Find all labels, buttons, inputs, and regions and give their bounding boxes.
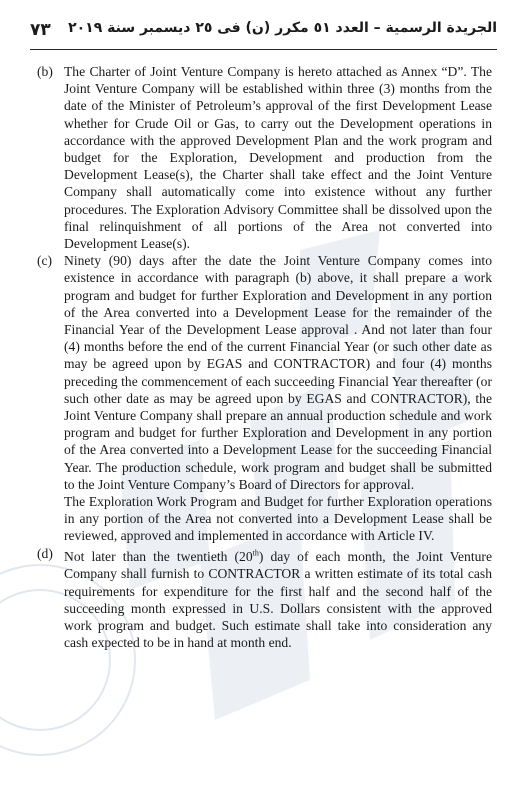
clause-d (37, 545, 492, 652)
clause-text (64, 549, 492, 650)
clause-text-part: Not later than the twentieth (20 (64, 549, 253, 565)
clause-text: The Charter of Joint Venture Company is hereto attached as Annex “D”. The Joint Venture Company will be established within three (3) months from the date of the Minister of Petroleum’s approval of the first Development Lease whether for Crude Oil or Gas, to carry out the Development operations in accordance with the approved Development Plan and the work program and budget for the Exploration, Development and production from the Development Lease(s), the Charter shall take effect and the Joint Venture Company shall automatically come into existence without any further procedures. The Exploration Advisory Committee shall be dissolved upon the final relinquishment of all portions of the Area not converted into Development Lease(s). (64, 64, 492, 252)
clause-c (37, 252, 492, 493)
clause-label: (b) (37, 64, 53, 79)
clause-text-part: ) day of each month, the Joint Venture Company shall furnish to CONTRACTOR a written estimate of its total cash requirements for expenditure for the first half and the second half of the succeeding month expressed in U.S. Dollars consistent with the approved work program and budget. Such estimate shall take into consideration any cash expected to be in hand at month end. (64, 549, 492, 651)
header-rule (30, 49, 497, 50)
clause-text: Ninety (90) days after the date the Joint Venture Company comes into existence in accordance with paragraph (b) above, it shall prepare a work program and budget for further Exploration and Development in any portion of the Area converted into a Development Lease for the remainder of the Financial Year of the Development Lease approval . And not later than four (4) months before the end of the current Financial Year (or such other date as may be agreed upon by EGAS and CONTRACTOR) and four (4) months preceding the commencement of each succeeding Financial Year thereafter (or such other date as may be agreed upon by EGAS and CONTRACTOR), the Joint Venture Company shall prepare an annual production schedule and work program and budget for further Exploration and Development in any portion of the Area converted into a Development Lease for the succeeding Financial Year. The production schedule, work program and budget shall be submitted to the Joint Venture Company’s Board of Directors for approval. (64, 253, 492, 492)
clause-label: (d) (37, 545, 53, 561)
gazette-title: الجريدة الرسمية – العدد ٥١ مكرر (ن) فى ٢٥ ديسمبر سنة ٢٠١٩ (68, 20, 497, 36)
page-header (30, 14, 497, 44)
clause-c-continuation: The Exploration Work Program and Budget for further Exploration operations in any portion of the Area not converted into a Development Lease shall be reviewed, approved and implemented in accordance with Article IV. (64, 494, 492, 544)
ordinal-superscript: th (252, 548, 259, 558)
document-body (37, 63, 492, 651)
clause-label: (c) (37, 253, 53, 269)
page-number: ٧٣ (30, 20, 51, 40)
clause-b (37, 63, 492, 252)
